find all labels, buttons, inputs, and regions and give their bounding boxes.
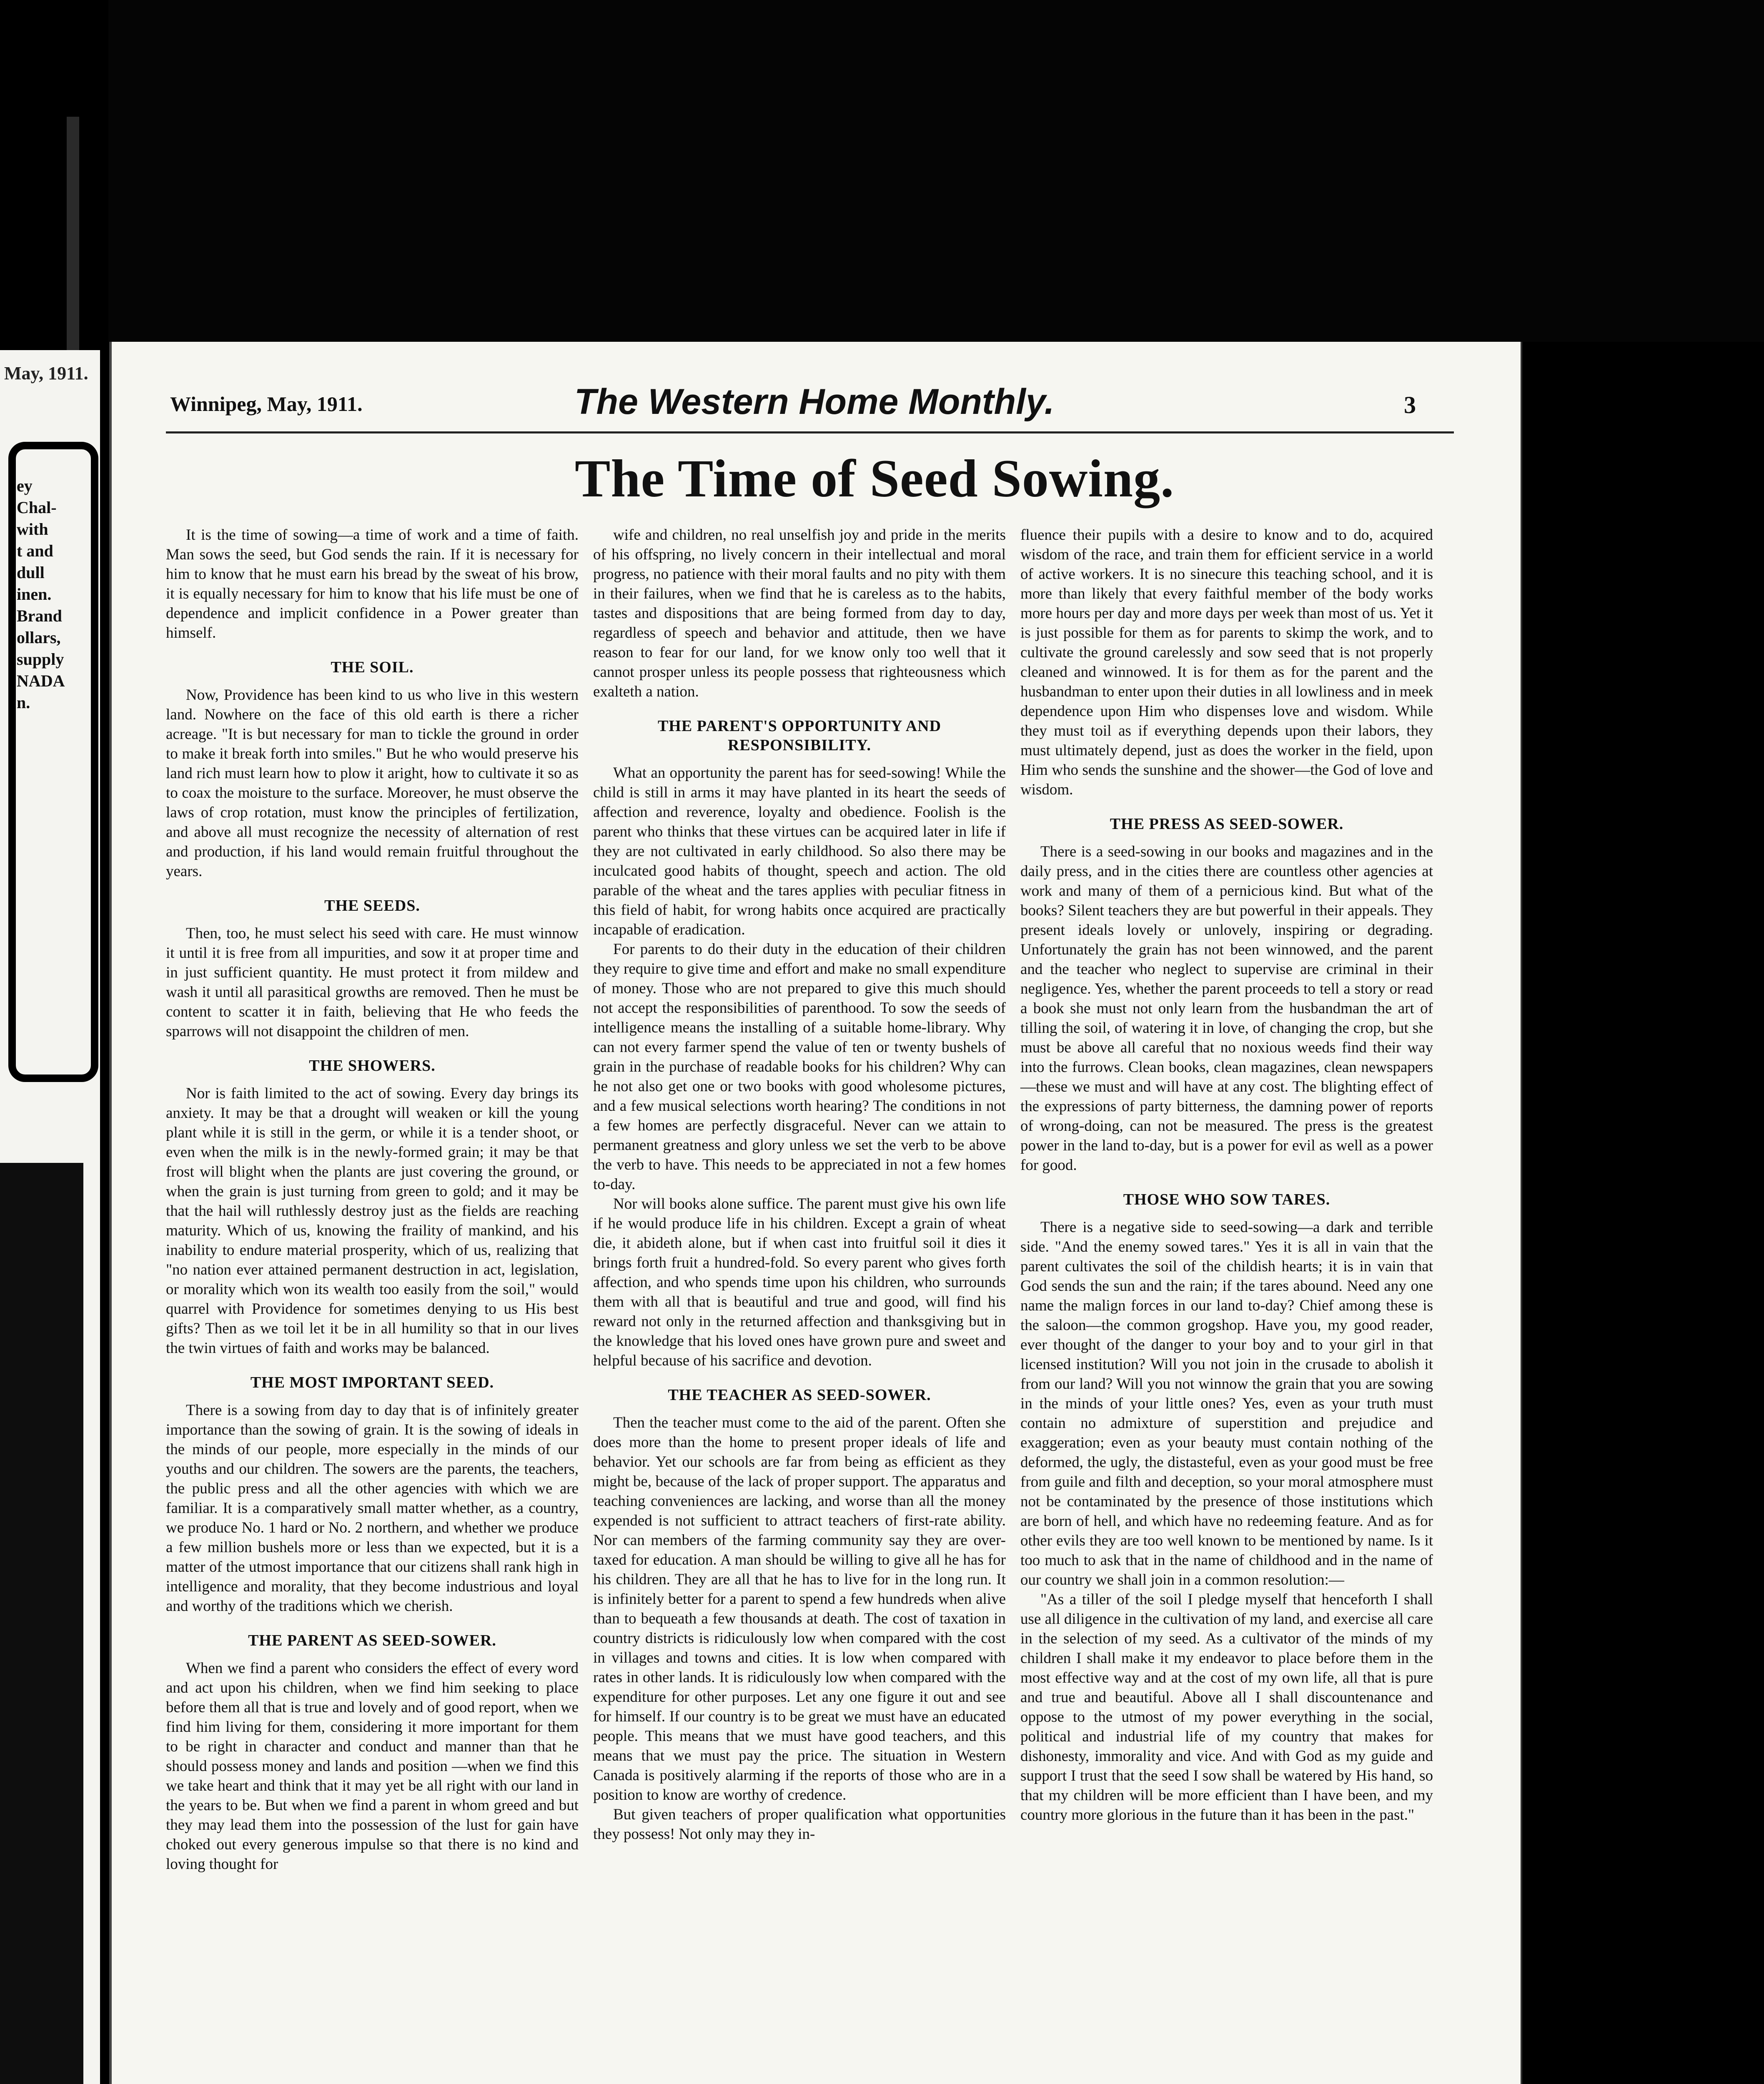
previous-page-fragment: supply: [17, 650, 64, 669]
article-paragraph: Then, too, he must select his seed with care. He must winnow it until it is free from all impurities, and sow it at proper time and in just sufficient quantity. He must protect it from mildew and wash it until all parasitical growths are removed. Then he must be content to scatter it in faith, believing that He who feeds the sparrows will not disappoint the children of men.: [166, 925, 579, 1040]
previous-page-date: May, 1911.: [4, 363, 88, 383]
article-paragraph: Now, Providence has been kind to us who live in this western land. Nowhere on the face of this old earth is there a richer acreage. "It is but necessary for man to tickle the ground in order to make it break forth into smiles." But he who would preserve his land rich must learn how to plow it aright, how to cultivate it so as to coax the moisture to the surface. Moreover, he must observe the laws of crop rotation, must know the principles of fertilization, and above all must recognize the necessity of alternation of rest and production, if his land would remain fruitful throughout the years.: [166, 686, 579, 880]
previous-page-fragment: n.: [17, 693, 30, 712]
article-paragraph: wife and children, no real unselfish joy and pride in the merits of his offspring, no lively concern in their intellectual and moral progress, no patience with their moral faults and no pity with them in their failures, when we find that he is careless as to the habits, tastes and dispositions that are being formed from day to day, regardless of speech and behavior and attitude, then we have reason to fear for our land, for we know only too well that it cannot prosper unless its people possess that righteousness which exalteth a nation.: [593, 526, 1006, 700]
previous-page-fragment: ollars,: [17, 628, 61, 647]
header-page-number: 3: [1404, 391, 1416, 418]
article-column-3: [1020, 525, 1433, 1825]
article-paragraph: There is a sowing from day to day that is of infinitely greater importance than the sowing of grain. It is the sowing of ideals in the minds of our people, more especially in the minds of our youths and our children. The sowers are the parents, the teachers, the public press and all the other agencies with which we are familiar. It is a comparatively small matter whether, as a country, we produce No. 1 hard or No. 2 northern, and whether we produce a few million bushels more or less than we expected, but it is a matter of the utmost importance that our citizens shall rank high in intelligence and morality, that they become industrious and loyal and worthy of the traditions which we cherish.: [166, 1402, 579, 1615]
section-heading: THE PARENT AS SEED-SOWER.: [248, 1632, 496, 1649]
article-paragraph: What an opportunity the parent has for seed-sowing! While the child is still in arms it may have planted in its heart the seeds of affection and reverence, loyalty and obedience. Foolish is the parent who thinks that these virtues can be acquired later in life if they are not cultivated in early childhood. So also there may be inculcated good habits of thought, speech and action. The old parable of the wheat and the tares applies with peculiar fitness in this field of habit, for wrong habits once acquired are practically incapable of eradication.: [593, 764, 1006, 938]
section-heading: THE PARENT'S OPPORTUNITY AND RESPONSIBILITY.: [657, 717, 942, 754]
previous-page-edge: [0, 350, 100, 2084]
section-heading: THE TEACHER AS SEED-SOWER.: [668, 1386, 931, 1404]
previous-page-fragment: NADA: [17, 671, 65, 690]
header-place-date: Winnipeg, May, 1911.: [170, 392, 363, 416]
newspaper-page: [109, 342, 1523, 2084]
article-column-1: [166, 525, 579, 1874]
section-heading: THE SHOWERS.: [309, 1057, 436, 1075]
previous-page-fragment: Brand: [17, 606, 62, 625]
article-paragraph: fluence their pupils with a desire to know and to do, acquired wisdom of the race, and train them for efficient service in a world of active workers. It is no sinecure this teaching school, and it is more than likely that every faithful member of the body works more hours per day and more days per week than most of us. Yet it is just possible for them as for parents to skimp the work, and to cultivate the ground carelessly and sow seed that is not properly cleaned and winnowed. It is for them as for the parent and the husbandman to enter upon their duties in all lowliness and in meek dependence upon Him who dispenses love and wisdom. While they must toil as if everything depends upon their labors, they must ultimately depend, just as does the worker in the field, upon Him who sends the sunshine and the shower—the God of love and wisdom.: [1020, 526, 1433, 798]
section-heading: THE SEEDS.: [324, 897, 420, 914]
article-paragraph: Nor is faith limited to the act of sowing. Every day brings its anxiety. It may be that a drought will weaken or kill the young plant while it is still in the germ, or while it is a tender shoot, or even when the milk is in the newly-formed grain; it may be that frost will blight when the plants are just covering the ground, or when the grain is just turning from green to gold; and it may be that the hail will ruthlessly destroy just as the fields are reaching maturity. Which of us, knowing the fraility of mankind, and his inability to endure material prosperity, which of us, realizing that "no nation ever attained permanent destruction in act, legislation, or morality which won its wealth too easily from the soil," would quarrel with Providence for sometimes denying to us His best gifts? Then as we toil let it be in all humility so that in our lives the twin virtues of faith and works may be balanced.: [166, 1085, 579, 1357]
section-heading: THE PRESS AS SEED-SOWER.: [1110, 815, 1344, 833]
article-column-2: [593, 525, 1006, 1844]
article-paragraph: Then the teacher must come to the aid of the parent. Often she does more than the home to present proper ideals of life and behavior. Yet our schools are far from being as efficient as they might be, because of the lack of proper support. The apparatus and teaching conveniences are lacking, and worse than all the money expended is not sufficient to attract teachers of first-rate ability. Nor can members of the farming community say they are over-taxed for education. A man should be willing to give all he has for his children. They are all that he has to live for in the long run. It is infinitely better for a parent to spend a few hundreds when alive than to bequeath a few thousands at death. The cost of taxation in country districts is ridiculously low when compared with the cost in villages and towns and cities. It is low when compared with rates in other lands. It is ridiculously low when compared with the expenditure for other purposes. Let any one figure it out and see for himself. If our country is to be great we must have an educated people. This means that we must have good teachers, and this means that we must pay the price. The situation in Western Canada is positively alarming if the reports of those who are in a position to know are worthy of credence.: [593, 1414, 1006, 1803]
article-paragraph: When we find a parent who considers the effect of every word and act upon his children, when we find him seeking to place before them all that is true and lovely and of good report, when we find him living for them, considering it more important for them to be right in character and conduct and manner than that he should possess money and lands and position —when we find this we take heart and think that it may yet be all right with our land in the years to be. But when we find a parent in whom greed and but they may lead them into the possession of the lust for gain have choked out every generous impulse so that there is no kind and loving thought for: [166, 1660, 579, 1873]
header-rule: [166, 431, 1454, 433]
article-paragraph: There is a seed-sowing in our books and magazines and in the daily press, and in the cities there are countless other agencies at work and many of them of a pernicious kind. But what of the books? Silent teachers they are but powerful in their appeals. They present ideals lovely or unlovely, inspiring or degrading. Unfortunately the grain has not been winnowed, and the parent and the teacher who neglect to supervise are criminal in their negligence. Yes, whether the parent proceeds to tell a story or read a book she must not only learn from the husbandman the art of tilling the soil, of watering it in love, of changing the crop, but she must be above all careful that no noxious weeds find their way into the furrows. Clean books, clean magazines, clean newspapers—these we must and will have at any cost. The blighting effect of the expressions of party bitterness, the damning power of reports of wrong-doing, can not be measured. The press is the greatest power in the land to-day, but is a power for evil as well as a power for good.: [1020, 843, 1433, 1174]
section-heading: THOSE WHO SOW TARES.: [1123, 1191, 1331, 1208]
scan-top-shadow: [0, 0, 1764, 342]
article-paragraph: For parents to do their duty in the education of their children they require to give time and effort and make no small expenditure of money. Those who are not prepared to give this much should not accept the responsibilities of parenthood. To sow the seeds of intelligence means the installing of a suitable home-library. Why can not every farmer spend the value of ten or twenty bushels of grain in the purchase of readable books for his children? Why can he not also get one or two books with good wholesome pictures, and a few musical selections worth hearing? The conditions in not a few homes are perfectly disgraceful. Never can we attain to permanent greatness and glory unless we set the verb to be above the verb to have. This needs to be appreciated in not a few homes to-day.: [593, 941, 1006, 1193]
article-paragraph: There is a negative side to seed-sowing—a dark and terrible side. "And the enemy sowed tares." Yes it is all in vain that the parent cultivates the soil of the childish hearts; it is in vain that God sends the sun and the rain; if the tares abound. Need any one name the malign forces in our land to-day? Chief among these is the saloon—the common grogshop. Have you, my good reader, ever thought of the danger to your boy and to your girl in that licensed institution? Will you not join in the crusade to abolish it from our land? Will you not winnow the grain that you are sowing in the minds of your little ones? Yes, even as your truth must contain no admixture of superstition and prejudice and exaggeration; even as your beauty must contain nothing of the deformed, the ugly, the distasteful, even as your good must be free from guile and filth and deception, so your moral atmosphere must not be contaminated by the presence of those institutions which are born of hell, and which have no redeeming feature. And as for other evils they are too well known to be mentioned by name. Is it too much to ask that in the name of childhood and in the name of our country we shall join in a common resolution:—: [1020, 1219, 1433, 1588]
article-paragraph: But given teachers of proper qualification what opportunities they possess! Not only may they in-: [593, 1806, 1006, 1843]
article-paragraph: "As a tiller of the soil I pledge myself that henceforth I shall use all diligence in the cultivation of my land, and exercise all care in the selection of my seed. As a cultivator of the minds of my children I shall make it my endeavor to place before them in the most effective way and at the cost of my own life, all that is pure and true and beautiful. Above all I shall discountenance and oppose to the utmost of my power everything in the social, political and industrial life of my country that makes for dishonesty, immorality and vice. And with God as my guide and support I trust that the seed I sow shall be watered by His hand, so that my children will be more efficient than I have been, and my country more glorious in the future than it has been in the past.": [1020, 1591, 1433, 1824]
header-magazine-title: The Western Home Monthly.: [574, 382, 1055, 422]
previous-page-text: [17, 475, 65, 714]
article-paragraph: It is the time of sowing—a time of work and a time of faith. Man sows the seed, but God sends the rain. If it is necessary for him to know that he must earn his bread by the sweat of his brow, it is equally necessary for him to know that his life must be one of dependence and implicit confidence in a Power greater than himself.: [166, 526, 579, 641]
previous-page-fragment: with: [17, 520, 48, 539]
previous-page-photo: [0, 1163, 83, 2084]
previous-page-fragment: Chal-: [17, 498, 57, 517]
article-title: The Time of Seed Sowing.: [574, 449, 1175, 508]
previous-page-fragment: ey: [17, 476, 33, 495]
scan-right-margin: [1522, 342, 1764, 2084]
previous-page-fragment: dull: [17, 563, 45, 582]
section-heading: THE MOST IMPORTANT SEED.: [250, 1374, 494, 1391]
previous-page-fragment: t and: [17, 541, 53, 560]
section-heading: THE SOIL.: [331, 659, 414, 676]
previous-page-fragment: inen.: [17, 585, 52, 604]
article-paragraph: Nor will books alone suffice. The parent must give his own life if he would produce life in his children. Except a grain of wheat die, it abideth alone, but if when cast into fruitful soil it dies it brings forth fruit a hundred-fold. So every parent who gives forth affection, and who spends time upon his children, who surrounds them with all that is beautiful and true and good, will find his reward not only in the returned affection and thanksgiving but in the knowledge that his loved ones have grown pure and sweet and helpful because of his sacrifice and devotion.: [593, 1195, 1006, 1369]
